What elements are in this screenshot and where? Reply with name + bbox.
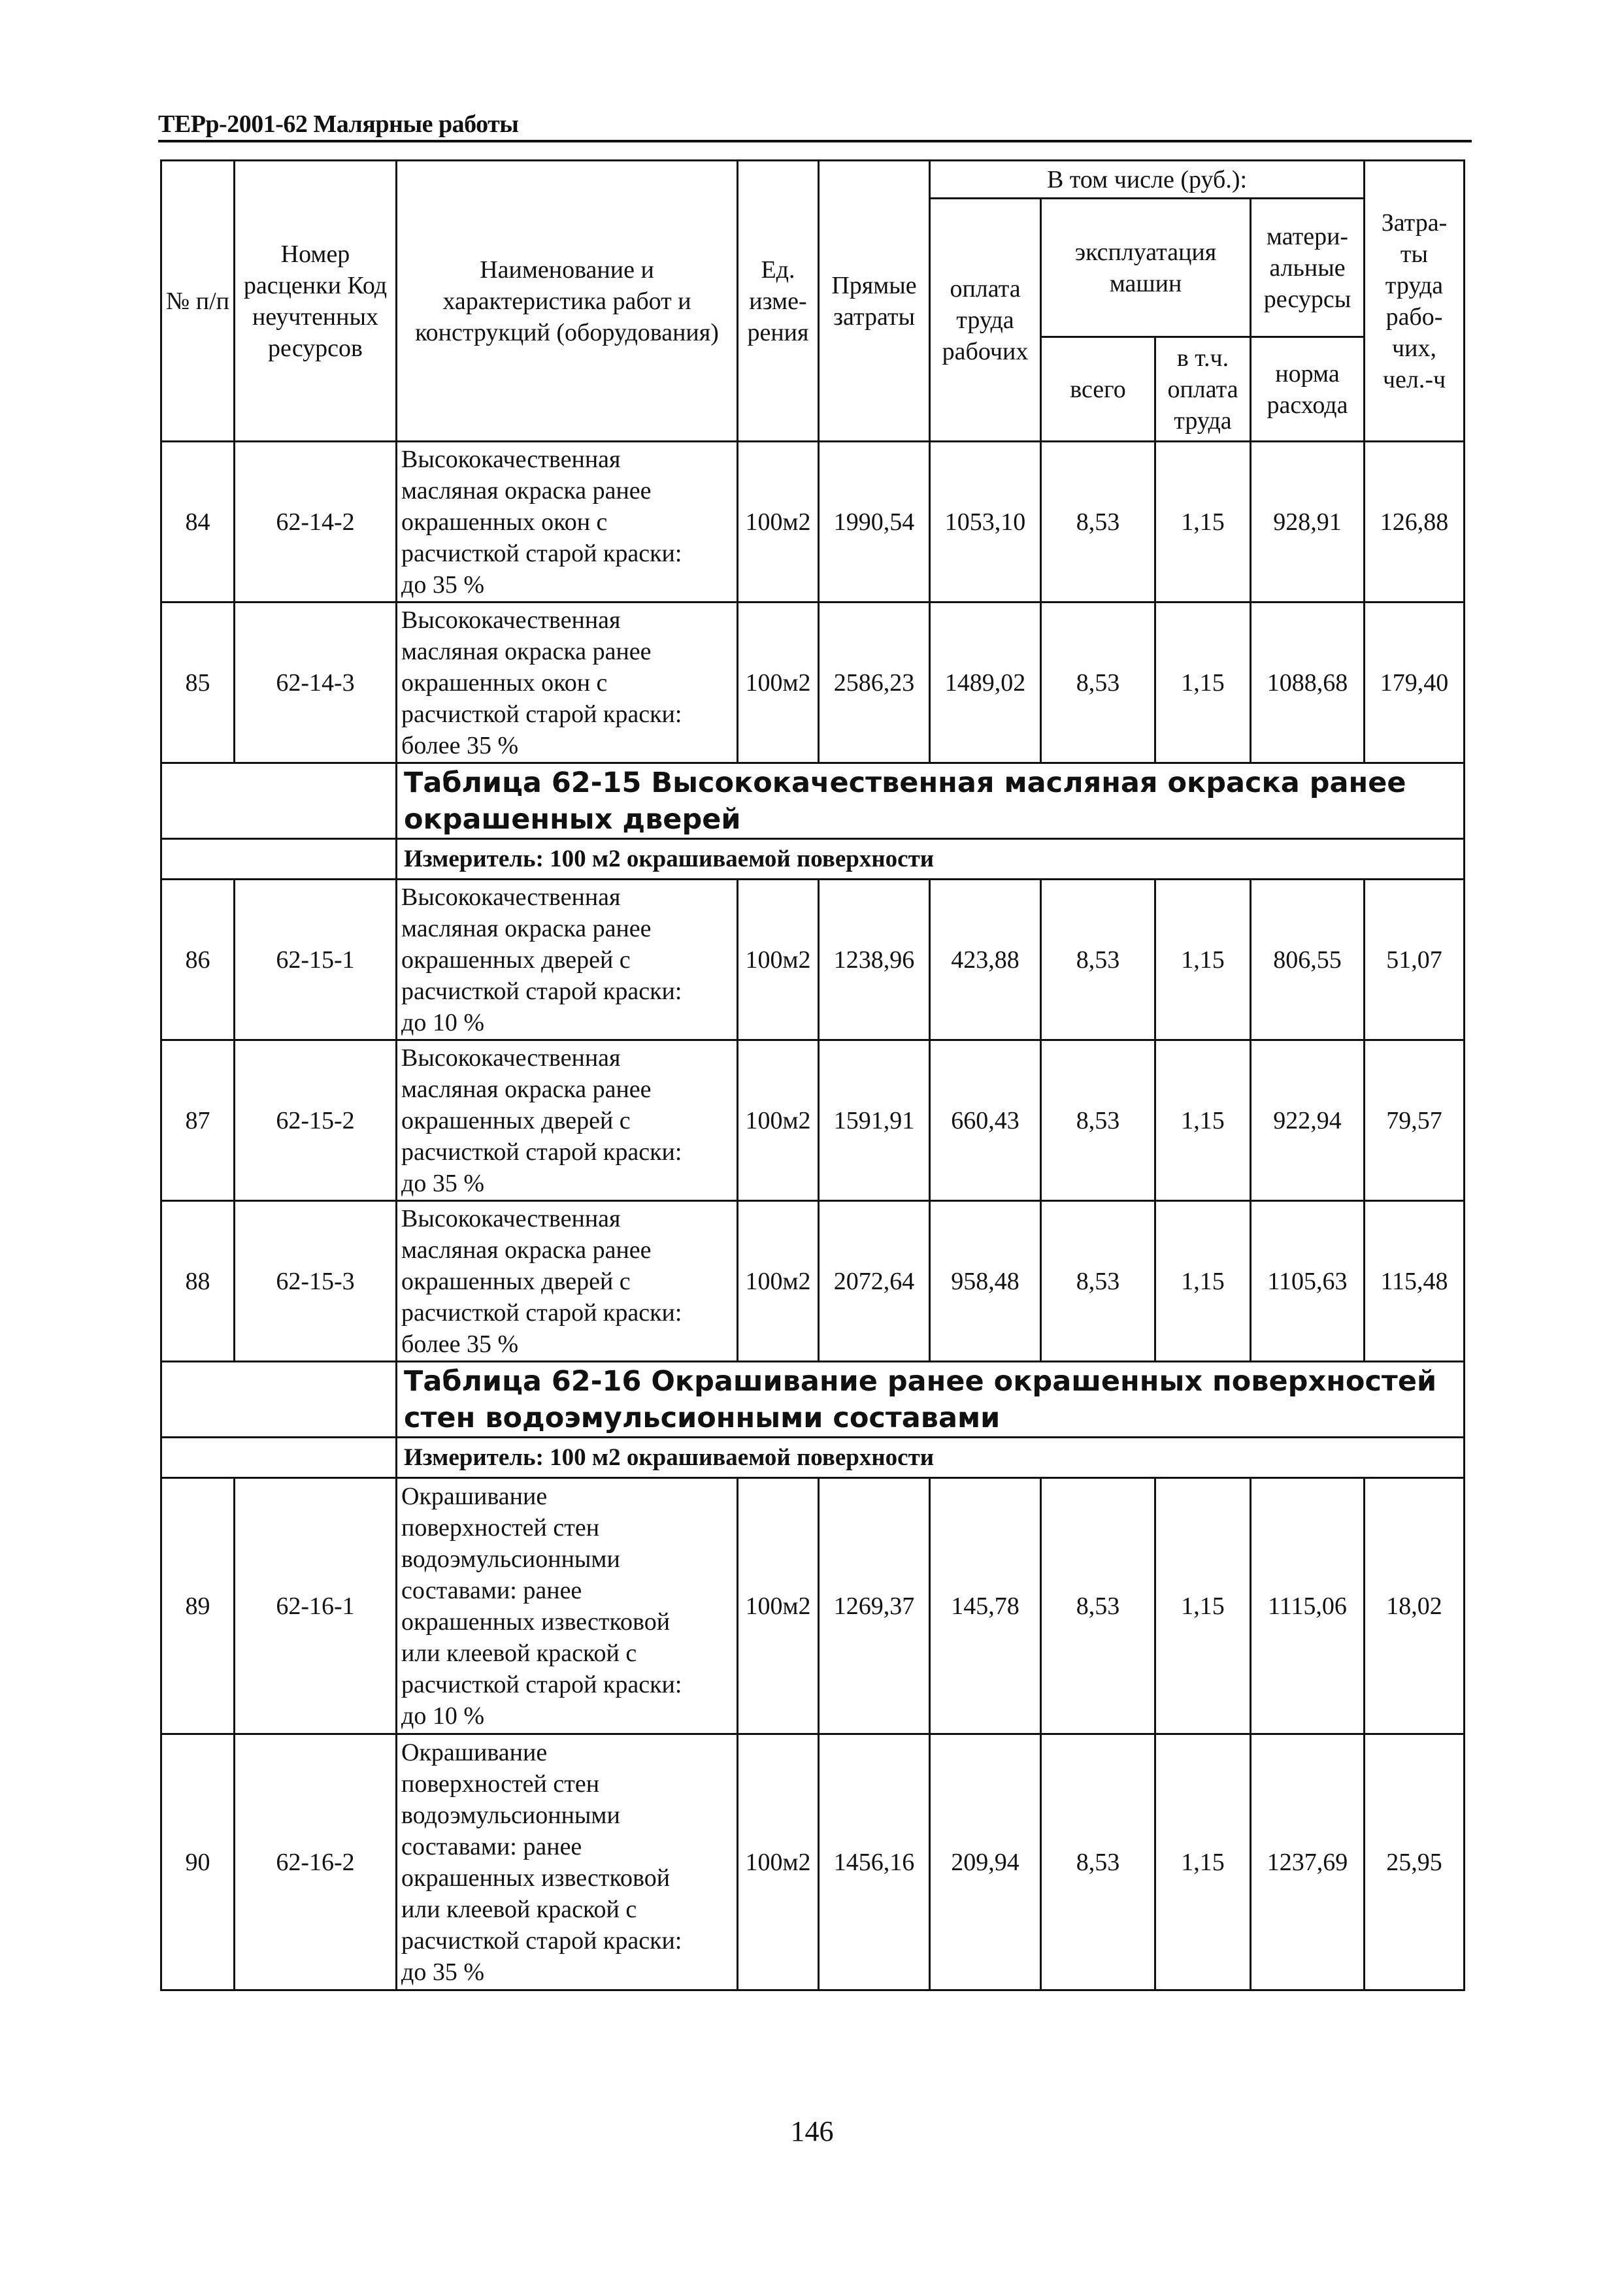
- row-materials: 1105,63: [1251, 1201, 1365, 1362]
- row-mach-total: 8,53: [1041, 602, 1155, 763]
- row-code: 62-16-2: [235, 1734, 397, 1990]
- table-row: [161, 602, 1465, 763]
- row-labor: 51,07: [1365, 880, 1465, 1040]
- table-row: [161, 880, 1465, 1040]
- row-no: 90: [161, 1734, 235, 1990]
- row-name: Высококачественная масляная окраска ранее окрашенных окон с расчисткой старой краски: более 35 %: [397, 602, 738, 763]
- row-wages: 1489,02: [930, 602, 1041, 763]
- page-number: 146: [790, 2115, 834, 2147]
- row-no: 88: [161, 1201, 235, 1362]
- header-name: Наименование и характеристика работ и конструкций (оборудования): [397, 161, 738, 442]
- section-title: Таблица 62-16 Окрашивание ранее окрашенных поверхностей стен водоэмульсионными составами: [397, 1362, 1465, 1438]
- row-labor: 25,95: [1365, 1734, 1465, 1990]
- table-row: [161, 1478, 1465, 1734]
- row-mach-total: 8,53: [1041, 1734, 1155, 1990]
- header-code: Номер расценки Код неучтенных ресурсов: [235, 161, 397, 442]
- row-code: 62-15-1: [235, 880, 397, 1040]
- header-rule: [158, 140, 1472, 142]
- row-mach-total: 8,53: [1041, 1201, 1155, 1362]
- row-mach-wages: 1,15: [1155, 1201, 1251, 1362]
- meter-spacer: [161, 1438, 397, 1478]
- row-direct: 2586,23: [819, 602, 930, 763]
- row-no: 86: [161, 880, 235, 1040]
- header-including: В том числе (руб.):: [930, 161, 1365, 199]
- row-code: 62-15-2: [235, 1040, 397, 1201]
- running-header: ТЕРр-2001-62 Малярные работы: [158, 110, 519, 138]
- row-materials: 806,55: [1251, 880, 1365, 1040]
- row-name: Высококачественная масляная окраска ранее окрашенных дверей с расчисткой старой краски: более 35 %: [397, 1201, 738, 1362]
- row-name: Высококачественная масляная окраска ранее окрашенных дверей с расчисткой старой краски: до 10 %: [397, 880, 738, 1040]
- row-no: 89: [161, 1478, 235, 1734]
- row-unit: 100м2: [738, 1478, 819, 1734]
- rates-table: [160, 159, 1465, 1991]
- meter-label: Измеритель: 100 м2 окрашиваемой поверхности: [397, 1438, 1465, 1478]
- section-title-spacer: [161, 763, 397, 839]
- section-title: Таблица 62-15 Высококачественная масляная окраска ранее окрашенных дверей: [397, 763, 1465, 839]
- row-wages: 1053,10: [930, 442, 1041, 602]
- row-code: 62-16-1: [235, 1478, 397, 1734]
- row-name: Окрашивание поверхностей стен водоэмульсионными составами: ранее окрашенных известковой или клеевой краской с расчисткой старой краски: до 10 %: [397, 1478, 738, 1734]
- row-code: 62-14-3: [235, 602, 397, 763]
- header-machines-wages: в т.ч. оплата труда: [1155, 337, 1251, 442]
- row-no: 87: [161, 1040, 235, 1201]
- row-code: 62-15-3: [235, 1201, 397, 1362]
- meter-label: Измеритель: 100 м2 окрашиваемой поверхности: [397, 839, 1465, 880]
- row-mach-wages: 1,15: [1155, 602, 1251, 763]
- header-machines-total: всего: [1041, 337, 1155, 442]
- row-wages: 209,94: [930, 1734, 1041, 1990]
- table-row: [161, 1734, 1465, 1990]
- section-title-spacer: [161, 1362, 397, 1438]
- row-materials: 1237,69: [1251, 1734, 1365, 1990]
- row-wages: 423,88: [930, 880, 1041, 1040]
- row-wages: 660,43: [930, 1040, 1041, 1201]
- header-direct-costs: Прямые затраты: [819, 161, 930, 442]
- row-materials: 1088,68: [1251, 602, 1365, 763]
- meter-row: [161, 839, 1465, 880]
- row-unit: 100м2: [738, 1040, 819, 1201]
- meter-spacer: [161, 839, 397, 880]
- row-mach-total: 8,53: [1041, 1478, 1155, 1734]
- table-row: [161, 442, 1465, 602]
- row-direct: 1238,96: [819, 880, 930, 1040]
- table-row: [161, 1201, 1465, 1362]
- row-unit: 100м2: [738, 1734, 819, 1990]
- header-machines: эксплуатация машин: [1041, 199, 1251, 337]
- row-mach-wages: 1,15: [1155, 880, 1251, 1040]
- row-unit: 100м2: [738, 880, 819, 1040]
- row-unit: 100м2: [738, 442, 819, 602]
- meter-row: [161, 1438, 1465, 1478]
- row-direct: 1456,16: [819, 1734, 930, 1990]
- section-title-row: [161, 1362, 1465, 1438]
- row-materials: 928,91: [1251, 442, 1365, 602]
- row-mach-total: 8,53: [1041, 880, 1155, 1040]
- header-labor-costs: Затра-ты труда рабо-чих, чел.-ч: [1365, 161, 1465, 442]
- section-title-row: [161, 763, 1465, 839]
- row-no: 85: [161, 602, 235, 763]
- header-materials: матери-альные ресурсы: [1251, 199, 1365, 337]
- row-name: Окрашивание поверхностей стен водоэмульсионными составами: ранее окрашенных известковой или клеевой краской с расчисткой старой краски: до 35 %: [397, 1734, 738, 1990]
- table-row: [161, 1040, 1465, 1201]
- row-mach-wages: 1,15: [1155, 1478, 1251, 1734]
- row-labor: 126,88: [1365, 442, 1465, 602]
- row-mach-total: 8,53: [1041, 442, 1155, 602]
- row-direct: 1591,91: [819, 1040, 930, 1201]
- row-unit: 100м2: [738, 602, 819, 763]
- row-name: Высококачественная масляная окраска ранее окрашенных окон с расчисткой старой краски: до 35 %: [397, 442, 738, 602]
- row-unit: 100м2: [738, 1201, 819, 1362]
- row-labor: 18,02: [1365, 1478, 1465, 1734]
- row-labor: 79,57: [1365, 1040, 1465, 1201]
- header-no: № п/п: [161, 161, 235, 442]
- row-mach-total: 8,53: [1041, 1040, 1155, 1201]
- row-labor: 115,48: [1365, 1201, 1465, 1362]
- row-name: Высококачественная масляная окраска ранее окрашенных дверей с расчисткой старой краски: до 35 %: [397, 1040, 738, 1201]
- row-labor: 179,40: [1365, 602, 1465, 763]
- row-direct: 1990,54: [819, 442, 930, 602]
- row-mach-wages: 1,15: [1155, 442, 1251, 602]
- row-direct: 1269,37: [819, 1478, 930, 1734]
- header-unit: Ед. изме-рения: [738, 161, 819, 442]
- row-direct: 2072,64: [819, 1201, 930, 1362]
- row-code: 62-14-2: [235, 442, 397, 602]
- header-materials-norm: норма расхода: [1251, 337, 1365, 442]
- row-no: 84: [161, 442, 235, 602]
- row-wages: 145,78: [930, 1478, 1041, 1734]
- row-wages: 958,48: [930, 1201, 1041, 1362]
- header-wages: оплата труда рабочих: [930, 199, 1041, 442]
- row-materials: 922,94: [1251, 1040, 1365, 1201]
- row-mach-wages: 1,15: [1155, 1040, 1251, 1201]
- row-mach-wages: 1,15: [1155, 1734, 1251, 1990]
- row-materials: 1115,06: [1251, 1478, 1365, 1734]
